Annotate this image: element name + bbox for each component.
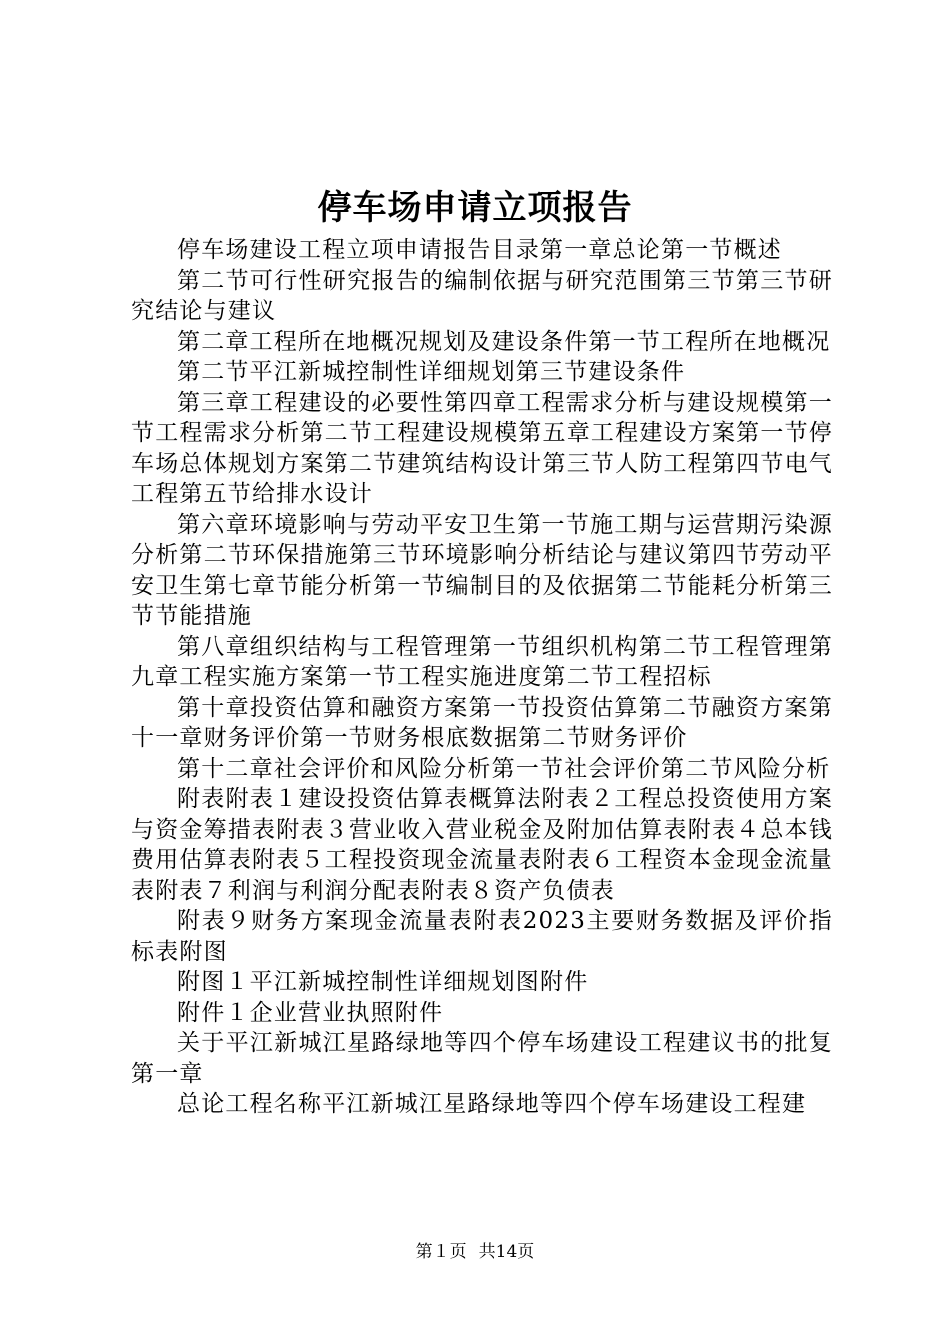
paragraph: 第二节可行性研究报告的编制依据与研究范围第三节第三节研究结论与建议 xyxy=(131,267,833,324)
paragraph: 总论工程名称平江新城江星路绿地等四个停车场建设工程建 xyxy=(177,1091,807,1117)
document-title: 停车场申请立项报告 xyxy=(317,188,633,228)
paragraph: 第六章环境影响与劳动平安卫生第一节施工期与运营期污染源分析第二节环保措施第三节环境影响分析结论与建议第四节劳动平安卫生第七章节能分析第一节编制目的及依据第二节能耗分析第三节节能措施 xyxy=(131,511,833,629)
paragraph: 第八章组织结构与工程管理第一节组织机构第二节工程管理第九章工程实施方案第一节工程实施进度第二节工程招标 xyxy=(131,633,833,690)
paragraph: 第十二章社会评价和风险分析第一节社会评价第二节风险分析 xyxy=(177,755,831,782)
paragraph: 关于平江新城江星路绿地等四个停车场建设工程建议书的批复第一章 xyxy=(131,1030,833,1087)
paragraph: 附图１平江新城控制性详细规划图附件 xyxy=(177,969,589,995)
paragraph: 第十章投资估算和融资方案第一节投资估算第二节融资方案第十一章财务评价第一节财务根底数据第二节财务评价 xyxy=(131,694,833,751)
paragraph: 第二章工程所在地概况规划及建设条件第一节工程所在地概况 xyxy=(177,328,831,355)
paragraph: 附表９财务方案现金流量表附表2023主要财务数据及评价指标表附图 xyxy=(131,908,833,965)
page-footer xyxy=(0,1240,950,1264)
paragraph: 第二节平江新城控制性详细规划第三节建设条件 xyxy=(177,359,686,385)
page-total: 共14页 xyxy=(478,1242,535,1262)
paragraph: 第三章工程建设的必要性第四章工程需求分析与建设规模第一节工程需求分析第二节工程建设规模第五章工程建设方案第一节停车场总体规划方案第二节建筑结构设计第三节人防工程第四节电气工程第五节给排水设计 xyxy=(131,389,833,507)
paragraph: 附件１企业营业执照附件 xyxy=(177,999,444,1026)
document-body xyxy=(131,235,833,1120)
paragraph: 附表附表１建设投资估算表概算法附表２工程总投资使用方案与资金筹措表附表３营业收入营业税金及附加估算表附表４总本钱费用估算表附表５工程投资现金流量表附表６工程资本金现金流量表附表７利润与利润分配表附表８资产负债表 xyxy=(131,786,833,904)
page-number: 第１页 xyxy=(415,1242,467,1262)
paragraph: 停车场建设工程立项申请报告目录第一章总论第一节概述 xyxy=(177,237,782,263)
